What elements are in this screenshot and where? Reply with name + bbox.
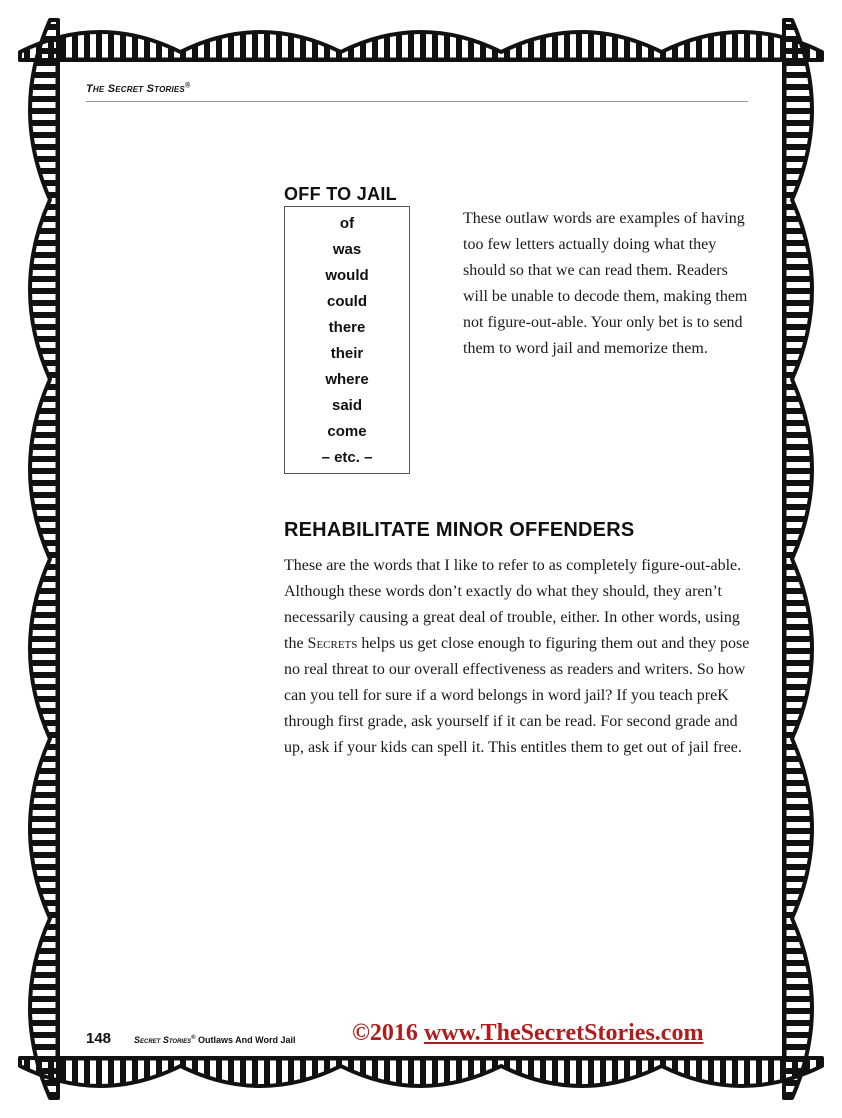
section-body-part1: These are the words that I like to refer to as completely figure-out-able. Although these words don’t exactly do what they should, they aren’t necessarily causing a great deal of trouble, either. In other words, using the: [284, 557, 742, 652]
border-scallop-bottom: [20, 1058, 822, 1086]
footer-book-title: [134, 1035, 296, 1045]
jail-word: there: [328, 319, 366, 336]
jail-word: said: [331, 397, 362, 414]
page-header: [86, 79, 748, 102]
section-body: [284, 553, 754, 761]
jail-word: could: [327, 293, 367, 310]
footer-registered-mark: ®: [191, 1035, 196, 1041]
jail-word: of: [339, 215, 355, 232]
jail-word-box: [284, 206, 410, 474]
header-title: [86, 83, 190, 95]
jail-word: was: [332, 241, 362, 258]
section-heading: REHABILITATE MINOR OFFENDERS: [284, 519, 635, 541]
border-scallop-right: [784, 20, 812, 1098]
jail-word: where: [325, 371, 369, 388]
page-number: 148: [86, 1030, 112, 1047]
header-title-text: The Secret Stories: [86, 83, 185, 95]
jail-word: – etc. –: [321, 449, 373, 466]
jail-title: OFF TO JAIL: [284, 184, 397, 204]
registered-mark: ®: [184, 82, 191, 90]
footer-title-rest: Outlaws And Word Jail: [195, 1035, 296, 1045]
jail-word-list: [285, 207, 409, 471]
copyright-link[interactable]: www.TheSecretStories.com: [423, 1020, 704, 1046]
footer-title-italic: Secret Stories: [134, 1035, 192, 1045]
jail-word: come: [327, 423, 367, 440]
jail-word: their: [330, 345, 364, 362]
border-scallop-left: [30, 20, 58, 1098]
intro-paragraph: These outlaw words are examples of having too few letters actually doing what they should so that we can read them. Readers will be unable to decode them, making them not figure-out-able. Your only bet is to send them to word jail and memorize them.: [463, 210, 748, 357]
section-body-part2: helps us get close enough to figuring them out and they pose no real threat to our overall effectiveness as readers and writers. So how can you tell for sure if a word belongs in word jail? If you teach preK through first grade, ask yourself if it can be read. For second grade and up, ask if your kids can spell it. This entitles them to get out of jail free.: [284, 635, 750, 756]
secrets-smallcaps: Secrets: [307, 635, 358, 652]
jail-word: would: [325, 267, 369, 284]
border-scallop-top: [20, 32, 822, 60]
copyright-prefix: ©2016: [352, 1020, 424, 1046]
copyright-notice: [352, 1020, 703, 1047]
